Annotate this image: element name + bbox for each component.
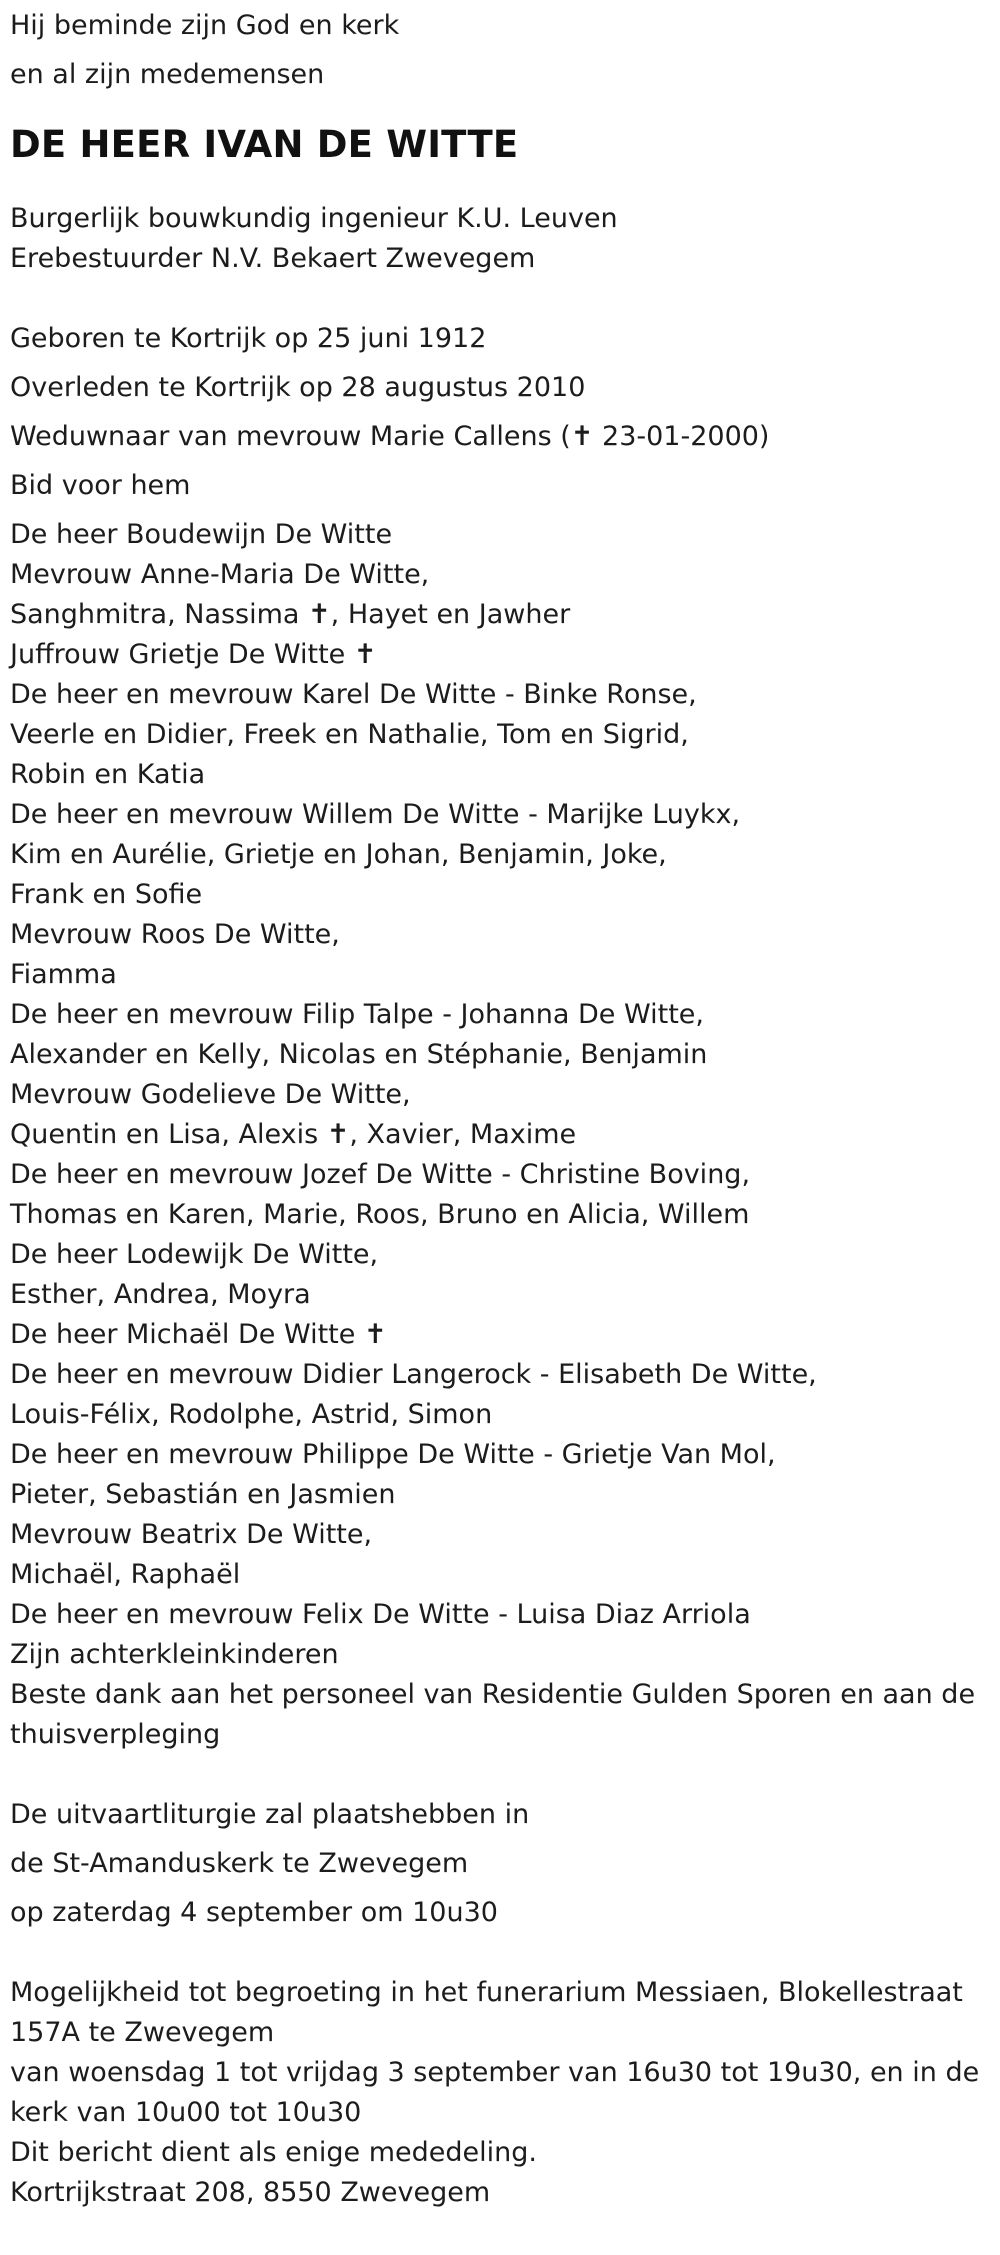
family-line: De heer en mevrouw Karel De Witte - Binke Ronse,	[10, 679, 697, 710]
family-list	[10, 515, 990, 1675]
family-line: Mevrouw Beatrix De Witte,	[10, 1519, 373, 1550]
closing-notice: Dit bericht dient als enige mededeling.	[10, 2137, 537, 2168]
funeral-line-3: op zaterdag 4 september om 10u30	[10, 1897, 498, 1928]
closing-address: Kortrijkstraat 208, 8550 Zwevegem	[10, 2177, 491, 2208]
prayer-line: Bid voor hem	[10, 470, 191, 501]
family-line: De heer Michaël De Witte ✝	[10, 1319, 387, 1350]
family-line: Kim en Aurélie, Grietje en Johan, Benjamin, Joke,	[10, 839, 667, 870]
family-line: Alexander en Kelly, Nicolas en Stéphanie, Benjamin	[10, 1039, 708, 1070]
visitation-line-4: kerk van 10u00 tot 10u30	[10, 2097, 362, 2128]
family-line: Mevrouw Anne-Maria De Witte,	[10, 559, 430, 590]
deceased-title-2: Erebestuurder N.V. Bekaert Zwevegem	[10, 243, 536, 274]
family-line: De heer en mevrouw Jozef De Witte - Christine Boving,	[10, 1159, 751, 1190]
visitation-line-2: 157A te Zwevegem	[10, 2017, 275, 2048]
intro-line-2: en al zijn medemensen	[10, 59, 325, 90]
family-line: De heer en mevrouw Philippe De Witte - Grietje Van Mol,	[10, 1439, 776, 1470]
thanks-line-2: thuisverpleging	[10, 1719, 221, 1750]
family-line: Esther, Andrea, Moyra	[10, 1279, 311, 1310]
family-line: De heer Lodewijk De Witte,	[10, 1239, 379, 1270]
birth-info: Geboren te Kortrijk op 25 juni 1912	[10, 323, 487, 354]
family-line: Veerle en Didier, Freek en Nathalie, Tom en Sigrid,	[10, 719, 689, 750]
death-info: Overleden te Kortrijk op 28 augustus 2010	[10, 372, 586, 403]
family-line: Juffrouw Grietje De Witte ✝	[10, 639, 377, 670]
deceased-title-1: Burgerlijk bouwkundig ingenieur K.U. Leuven	[10, 203, 618, 234]
visitation-line-1: Mogelijkheid tot begroeting in het funerarium Messiaen, Blokellestraat	[10, 1977, 963, 2008]
family-line: De heer en mevrouw Didier Langerock - Elisabeth De Witte,	[10, 1359, 817, 1390]
family-line: De heer en mevrouw Filip Talpe - Johanna De Witte,	[10, 999, 704, 1030]
family-line: Thomas en Karen, Marie, Roos, Bruno en Alicia, Willem	[10, 1199, 750, 1230]
intro-line-1: Hij beminde zijn God en kerk	[10, 10, 400, 41]
funeral-line-1: De uitvaartliturgie zal plaatshebben in	[10, 1799, 530, 1830]
family-line: Robin en Katia	[10, 759, 206, 790]
family-line: De heer Boudewijn De Witte	[10, 519, 393, 550]
family-line: Mevrouw Godelieve De Witte,	[10, 1079, 411, 1110]
family-line: Sanghmitra, Nassima ✝, Hayet en Jawher	[10, 599, 571, 630]
family-line: Zijn achterkleinkinderen	[10, 1639, 339, 1670]
family-line: Quentin en Lisa, Alexis ✝, Xavier, Maxime	[10, 1119, 577, 1150]
widower-info: Weduwnaar van mevrouw Marie Callens (✝ 23-01-2000)	[10, 421, 770, 452]
funeral-line-2: de St-Amanduskerk te Zwevegem	[10, 1848, 469, 1879]
family-line: Mevrouw Roos De Witte,	[10, 919, 340, 950]
family-line: Fiamma	[10, 959, 117, 990]
family-line: Pieter, Sebastián en Jasmien	[10, 1479, 396, 1510]
deceased-name: DE HEER IVAN DE WITTE	[10, 123, 519, 166]
family-line: Frank en Sofie	[10, 879, 203, 910]
family-line: Louis-Félix, Rodolphe, Astrid, Simon	[10, 1399, 493, 1430]
visitation-line-3: van woensdag 1 tot vrijdag 3 september van 16u30 tot 19u30, en in de	[10, 2057, 980, 2088]
family-line: De heer en mevrouw Felix De Witte - Luisa Diaz Arriola	[10, 1599, 751, 1630]
family-line: De heer en mevrouw Willem De Witte - Marijke Luykx,	[10, 799, 741, 830]
thanks-line-1: Beste dank aan het personeel van Residentie Gulden Sporen en aan de	[10, 1679, 976, 1710]
family-line: Michaël, Raphaël	[10, 1559, 241, 1590]
